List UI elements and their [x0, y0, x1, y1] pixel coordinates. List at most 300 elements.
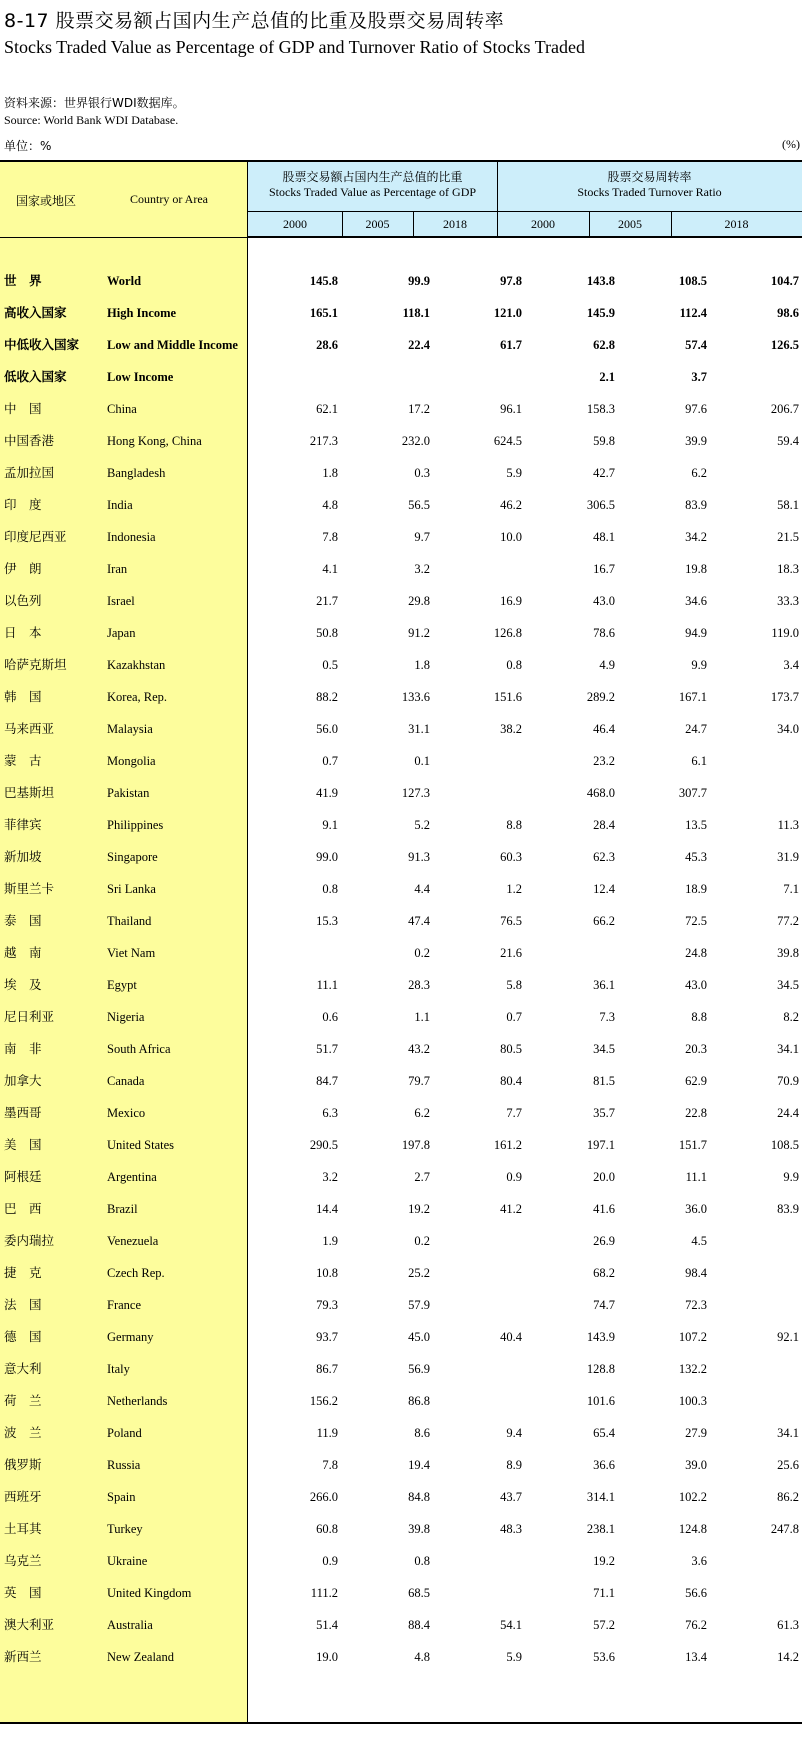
- country-name-en: United States: [107, 1138, 175, 1152]
- value-cell: 38.2: [500, 722, 522, 736]
- value-cell: 36.1: [593, 978, 615, 992]
- year-header: 2005: [365, 217, 390, 231]
- header-group-gdp: [248, 170, 497, 200]
- value-cell: 31.1: [408, 722, 430, 736]
- value-cell: 0.5: [322, 658, 338, 672]
- value-cell: 79.7: [408, 1074, 430, 1088]
- table-row: [0, 1289, 802, 1321]
- unit-label-right: (%): [782, 137, 800, 151]
- country-name-cn: 英 国: [4, 1585, 42, 1600]
- country-name-cn: 荷 兰: [4, 1393, 42, 1408]
- country-name-cn: 印度尼西亚: [4, 529, 67, 544]
- table-row: [0, 361, 802, 393]
- country-name-en: Egypt: [107, 978, 137, 992]
- value-cell: 20.0: [593, 1170, 615, 1184]
- value-cell: 167.1: [678, 690, 707, 704]
- country-name-cn: 越 南: [4, 945, 42, 960]
- value-cell: 217.3: [309, 434, 338, 448]
- value-cell: 40.4: [500, 1330, 522, 1344]
- value-cell: 58.1: [777, 498, 799, 512]
- value-cell: 36.6: [593, 1458, 615, 1472]
- country-name-cn: 意大利: [4, 1361, 42, 1376]
- value-cell: 34.1: [777, 1042, 799, 1056]
- value-cell: 3.2: [414, 562, 430, 576]
- value-cell: 27.9: [685, 1426, 707, 1440]
- value-cell: 7.8: [322, 1458, 338, 1472]
- table-row: [0, 1545, 802, 1577]
- table-row: [0, 1257, 802, 1289]
- value-cell: 0.7: [322, 754, 338, 768]
- value-cell: 0.9: [322, 1554, 338, 1568]
- value-cell: 48.3: [500, 1522, 522, 1536]
- country-name-cn: 马来西亚: [4, 721, 55, 736]
- source-cn: 资料来源：世界银行WDI数据库。: [4, 96, 185, 110]
- value-cell: 10.8: [316, 1266, 338, 1280]
- country-name-en: Mexico: [107, 1106, 146, 1120]
- value-cell: 22.4: [408, 338, 430, 352]
- country-name-cn: 韩 国: [4, 689, 42, 704]
- value-cell: 4.8: [414, 1650, 430, 1664]
- country-name-en: New Zealand: [107, 1650, 174, 1664]
- value-cell: 5.9: [506, 1650, 522, 1664]
- table-row: [0, 1353, 802, 1385]
- country-name-cn: 新西兰: [4, 1649, 42, 1664]
- value-cell: 6.1: [691, 754, 707, 768]
- country-name-cn: 泰 国: [4, 913, 42, 928]
- value-cell: 266.0: [309, 1490, 338, 1504]
- value-cell: 41.2: [500, 1202, 522, 1216]
- table-row: [0, 457, 802, 489]
- value-cell: 24.4: [777, 1106, 799, 1120]
- table-row: [0, 489, 802, 521]
- value-cell: 60.3: [500, 850, 522, 864]
- value-cell: 34.0: [777, 722, 799, 736]
- header-group-turnover-cn: 股票交易周转率: [607, 170, 692, 184]
- year-header: 2018: [443, 217, 467, 231]
- value-cell: 62.3: [593, 850, 615, 864]
- value-cell: 9.4: [506, 1426, 522, 1440]
- value-cell: 88.4: [408, 1618, 430, 1632]
- table-row: [0, 1161, 802, 1193]
- value-cell: 4.9: [599, 658, 615, 672]
- value-cell: 0.2: [414, 946, 430, 960]
- page-title-en: Stocks Traded Value as Percentage of GDP and Turnover Ratio of Stocks Traded: [4, 37, 585, 57]
- value-cell: 4.5: [691, 1234, 707, 1248]
- table-row: [0, 265, 802, 297]
- value-cell: 56.5: [408, 498, 430, 512]
- country-name-cn: 埃 及: [4, 977, 42, 992]
- value-cell: 3.4: [783, 658, 799, 672]
- value-cell: 28.6: [316, 338, 338, 352]
- value-cell: 76.5: [500, 914, 522, 928]
- value-cell: 34.5: [777, 978, 799, 992]
- country-name-en: Czech Rep.: [107, 1266, 165, 1280]
- value-cell: 80.4: [500, 1074, 522, 1088]
- value-cell: 238.1: [586, 1522, 615, 1536]
- table-row: [0, 1129, 802, 1161]
- value-cell: 81.5: [593, 1074, 615, 1088]
- table-row: [0, 1193, 802, 1225]
- value-cell: 9.9: [691, 658, 707, 672]
- value-cell: 62.8: [593, 338, 615, 352]
- value-cell: 0.7: [506, 1010, 522, 1024]
- value-cell: 247.8: [770, 1522, 799, 1536]
- value-cell: 41.9: [316, 786, 338, 800]
- value-cell: 0.9: [506, 1170, 522, 1184]
- value-cell: 98.6: [777, 306, 799, 320]
- value-cell: 165.1: [309, 306, 338, 320]
- value-cell: 9.1: [322, 818, 338, 832]
- value-cell: 11.9: [316, 1426, 338, 1440]
- value-cell: 143.8: [586, 274, 615, 288]
- value-cell: 61.7: [500, 338, 522, 352]
- value-cell: 0.8: [506, 658, 522, 672]
- value-cell: 65.4: [593, 1426, 615, 1440]
- country-name-en: Malaysia: [107, 722, 153, 736]
- country-name-cn: 西班牙: [4, 1489, 42, 1504]
- country-name-en: Canada: [107, 1074, 145, 1088]
- value-cell: 0.8: [322, 882, 338, 896]
- value-cell: 14.4: [316, 1202, 338, 1216]
- value-cell: 18.9: [685, 882, 707, 896]
- value-cell: 68.5: [408, 1586, 430, 1600]
- value-cell: 51.4: [316, 1618, 338, 1632]
- value-cell: 99.0: [316, 850, 338, 864]
- country-name-en: Venezuela: [107, 1234, 159, 1248]
- country-name-cn: 土耳其: [4, 1521, 42, 1536]
- value-cell: 4.8: [322, 498, 338, 512]
- header-country-cn: 国家或地区: [16, 194, 77, 208]
- value-cell: 145.9: [586, 306, 615, 320]
- source-en: Source: World Bank WDI Database.: [4, 113, 179, 127]
- table-row: [0, 1449, 802, 1481]
- value-cell: 4.1: [322, 562, 338, 576]
- table-row: [0, 937, 802, 969]
- value-cell: 290.5: [309, 1138, 338, 1152]
- table-row: [0, 649, 802, 681]
- value-cell: 28.3: [408, 978, 430, 992]
- country-name-en: Poland: [107, 1426, 142, 1440]
- table-row: [0, 1033, 802, 1065]
- value-cell: 314.1: [586, 1490, 615, 1504]
- value-cell: 156.2: [309, 1394, 338, 1408]
- value-cell: 41.6: [593, 1202, 615, 1216]
- value-cell: 43.2: [408, 1042, 430, 1056]
- country-name-cn: 中国香港: [4, 433, 55, 448]
- value-cell: 59.8: [593, 434, 615, 448]
- value-cell: 36.0: [685, 1202, 707, 1216]
- value-cell: 57.4: [685, 338, 707, 352]
- value-cell: 97.8: [500, 274, 522, 288]
- table-row: [0, 1641, 802, 1673]
- value-cell: 43.7: [500, 1490, 522, 1504]
- table-row: [0, 777, 802, 809]
- value-cell: 51.7: [316, 1042, 338, 1056]
- value-cell: 61.3: [777, 1618, 799, 1632]
- value-cell: 8.8: [506, 818, 522, 832]
- value-cell: 96.1: [500, 402, 522, 416]
- value-cell: 107.2: [678, 1330, 707, 1344]
- value-cell: 8.8: [691, 1010, 707, 1024]
- page-title-cn: 8-17 股票交易额占国内生产总值的比重及股票交易周转率: [4, 10, 505, 32]
- country-name-cn: 波 兰: [4, 1425, 42, 1440]
- year-header: 2000: [531, 217, 555, 231]
- country-name-en: China: [107, 402, 137, 416]
- country-name-cn: 德 国: [4, 1329, 42, 1344]
- country-name-en: France: [107, 1298, 142, 1312]
- table-row: [0, 969, 802, 1001]
- value-cell: 21.6: [500, 946, 522, 960]
- country-name-cn: 低收入国家: [4, 369, 67, 384]
- value-cell: 173.7: [770, 690, 799, 704]
- value-cell: 24.8: [685, 946, 707, 960]
- country-name-en: United Kingdom: [107, 1586, 192, 1600]
- value-cell: 39.8: [408, 1522, 430, 1536]
- value-cell: 25.2: [408, 1266, 430, 1280]
- value-cell: 34.2: [685, 530, 707, 544]
- country-name-en: Australia: [107, 1618, 153, 1632]
- value-cell: 14.2: [777, 1650, 799, 1664]
- country-name-cn: 孟加拉国: [4, 465, 55, 480]
- value-cell: 84.8: [408, 1490, 430, 1504]
- value-cell: 19.0: [316, 1650, 338, 1664]
- value-cell: 1.8: [322, 466, 338, 480]
- value-cell: 78.6: [593, 626, 615, 640]
- value-cell: 7.1: [783, 882, 799, 896]
- year-header: 2005: [618, 217, 642, 231]
- value-cell: 43.0: [685, 978, 707, 992]
- value-cell: 86.8: [408, 1394, 430, 1408]
- value-cell: 1.8: [414, 658, 430, 672]
- country-name-cn: 法 国: [4, 1297, 42, 1312]
- value-cell: 8.9: [506, 1458, 522, 1472]
- header-group-turnover: [497, 170, 802, 200]
- value-cell: 121.0: [493, 306, 522, 320]
- value-cell: 128.8: [586, 1362, 615, 1376]
- value-cell: 108.5: [770, 1138, 799, 1152]
- value-cell: 19.2: [408, 1202, 430, 1216]
- country-name-cn: 中低收入国家: [4, 337, 80, 352]
- country-name-cn: 加拿大: [4, 1073, 42, 1088]
- country-name-en: World: [107, 274, 142, 288]
- value-cell: 206.7: [770, 402, 799, 416]
- value-cell: 8.6: [414, 1426, 430, 1440]
- value-cell: 62.1: [316, 402, 338, 416]
- value-cell: 26.9: [593, 1234, 615, 1248]
- value-cell: 8.2: [783, 1010, 799, 1024]
- country-name-en: Low Income: [107, 370, 174, 384]
- table-row: [0, 297, 802, 329]
- value-cell: 80.5: [500, 1042, 522, 1056]
- table-row: [0, 585, 802, 617]
- header-group-turnover-en: Stocks Traded Turnover Ratio: [577, 185, 722, 199]
- value-cell: 13.4: [685, 1650, 707, 1664]
- value-cell: 50.8: [316, 626, 338, 640]
- value-cell: 39.9: [685, 434, 707, 448]
- value-cell: 5.8: [506, 978, 522, 992]
- country-name-en: Germany: [107, 1330, 154, 1344]
- table-row: [0, 425, 802, 457]
- value-cell: 21.5: [777, 530, 799, 544]
- value-cell: 7.3: [599, 1010, 615, 1024]
- value-cell: 1.9: [322, 1234, 338, 1248]
- value-cell: 0.8: [414, 1554, 430, 1568]
- value-cell: 6.3: [322, 1106, 338, 1120]
- value-cell: 143.9: [586, 1330, 615, 1344]
- table-row: [0, 393, 802, 425]
- value-cell: 0.2: [414, 1234, 430, 1248]
- value-cell: 24.7: [685, 722, 707, 736]
- country-name-cn: 斯里兰卡: [4, 881, 55, 896]
- country-name-en: Ukraine: [107, 1554, 148, 1568]
- value-cell: 56.6: [685, 1586, 707, 1600]
- value-cell: 93.7: [316, 1330, 338, 1344]
- country-name-en: Hong Kong, China: [107, 434, 202, 448]
- value-cell: 624.5: [493, 434, 522, 448]
- country-name-cn: 蒙 古: [4, 753, 42, 768]
- country-name-cn: 乌克兰: [4, 1553, 42, 1568]
- value-cell: 11.1: [316, 978, 338, 992]
- value-cell: 5.2: [414, 818, 430, 832]
- table-row: [0, 1097, 802, 1129]
- value-cell: 70.9: [777, 1074, 799, 1088]
- value-cell: 98.4: [685, 1266, 707, 1280]
- country-name-cn: 尼日利亚: [4, 1009, 55, 1024]
- value-cell: 158.3: [586, 402, 615, 416]
- value-cell: 68.2: [593, 1266, 615, 1280]
- table-row: [0, 1481, 802, 1513]
- value-cell: 145.8: [309, 274, 338, 288]
- country-name-cn: 新加坡: [4, 849, 42, 864]
- value-cell: 72.5: [685, 914, 707, 928]
- value-cell: 33.3: [777, 594, 799, 608]
- value-cell: 39.0: [685, 1458, 707, 1472]
- table-row: [0, 329, 802, 361]
- country-name-en: High Income: [107, 306, 177, 320]
- value-cell: 104.7: [770, 274, 799, 288]
- table-row: [0, 1001, 802, 1033]
- table-row: [0, 1225, 802, 1257]
- value-cell: 16.7: [593, 562, 615, 576]
- value-cell: 126.5: [770, 338, 799, 352]
- value-cell: 100.3: [678, 1394, 707, 1408]
- value-cell: 31.9: [777, 850, 799, 864]
- value-cell: 99.9: [408, 274, 430, 288]
- header-group-gdp-cn: 股票交易额占国内生产总值的比重: [282, 170, 463, 184]
- country-name-en: Nigeria: [107, 1010, 145, 1024]
- value-cell: 5.9: [506, 466, 522, 480]
- country-name-en: Low and Middle Income: [107, 338, 238, 352]
- value-cell: 57.9: [408, 1298, 430, 1312]
- value-cell: 306.5: [586, 498, 615, 512]
- country-name-cn: 日 本: [4, 625, 42, 640]
- value-cell: 3.6: [691, 1554, 707, 1568]
- country-name-en: Iran: [107, 562, 128, 576]
- value-cell: 28.4: [593, 818, 615, 832]
- table-row: [0, 521, 802, 553]
- country-name-cn: 捷 克: [4, 1265, 42, 1280]
- value-cell: 48.1: [593, 530, 615, 544]
- value-cell: 197.1: [586, 1138, 615, 1152]
- value-cell: 97.6: [685, 402, 707, 416]
- value-cell: 9.9: [783, 1170, 799, 1184]
- country-name-cn: 阿根廷: [4, 1169, 42, 1184]
- value-cell: 46.2: [500, 498, 522, 512]
- table-header: [248, 162, 802, 237]
- table-row: [0, 873, 802, 905]
- value-cell: 57.2: [593, 1618, 615, 1632]
- value-cell: 91.3: [408, 850, 430, 864]
- country-name-en: Bangladesh: [107, 466, 166, 480]
- value-cell: 11.1: [685, 1170, 707, 1184]
- value-cell: 112.4: [679, 306, 707, 320]
- data-table: [0, 160, 802, 1724]
- value-cell: 45.3: [685, 850, 707, 864]
- country-name-en: Kazakhstan: [107, 658, 166, 672]
- country-name-cn: 高收入国家: [4, 305, 67, 320]
- value-cell: 66.2: [593, 914, 615, 928]
- country-name-en: Philippines: [107, 818, 164, 832]
- value-cell: 9.7: [414, 530, 430, 544]
- value-cell: 86.2: [777, 1490, 799, 1504]
- country-name-cn: 伊 朗: [4, 561, 42, 576]
- value-cell: 77.2: [777, 914, 799, 928]
- header-country-en: Country or Area: [130, 192, 208, 206]
- value-cell: 126.8: [493, 626, 522, 640]
- country-name-cn: 美 国: [4, 1137, 42, 1152]
- value-cell: 232.0: [401, 434, 430, 448]
- country-name-en: Thailand: [107, 914, 152, 928]
- value-cell: 19.2: [593, 1554, 615, 1568]
- value-cell: 39.8: [777, 946, 799, 960]
- value-cell: 111.2: [310, 1586, 338, 1600]
- value-cell: 94.9: [685, 626, 707, 640]
- value-cell: 101.6: [586, 1394, 615, 1408]
- value-cell: 0.3: [414, 466, 430, 480]
- country-name-en: Israel: [107, 594, 135, 608]
- value-cell: 91.2: [408, 626, 430, 640]
- country-name-cn: 以色列: [4, 593, 42, 608]
- country-name-en: Sri Lanka: [107, 882, 156, 896]
- country-name-en: Indonesia: [107, 530, 156, 544]
- value-cell: 19.4: [408, 1458, 430, 1472]
- value-cell: 151.6: [493, 690, 522, 704]
- country-name-en: Singapore: [107, 850, 158, 864]
- value-cell: 6.2: [414, 1106, 430, 1120]
- value-cell: 92.1: [777, 1330, 799, 1344]
- value-cell: 119.0: [771, 626, 799, 640]
- country-name-en: Turkey: [107, 1522, 143, 1536]
- country-name-cn: 巴基斯坦: [4, 785, 55, 800]
- value-cell: 20.3: [685, 1042, 707, 1056]
- value-cell: 25.6: [777, 1458, 799, 1472]
- value-cell: 289.2: [586, 690, 615, 704]
- value-cell: 22.8: [685, 1106, 707, 1120]
- value-cell: 108.5: [678, 274, 707, 288]
- country-name-cn: 印 度: [4, 497, 42, 512]
- value-cell: 133.6: [401, 690, 430, 704]
- value-cell: 60.8: [316, 1522, 338, 1536]
- value-cell: 127.3: [401, 786, 430, 800]
- value-cell: 151.7: [678, 1138, 707, 1152]
- value-cell: 34.6: [685, 594, 707, 608]
- value-cell: 307.7: [678, 786, 707, 800]
- value-cell: 53.6: [593, 1650, 615, 1664]
- value-cell: 47.4: [408, 914, 430, 928]
- country-name-en: Brazil: [107, 1202, 138, 1216]
- value-cell: 83.9: [777, 1202, 799, 1216]
- table-row: [0, 841, 802, 873]
